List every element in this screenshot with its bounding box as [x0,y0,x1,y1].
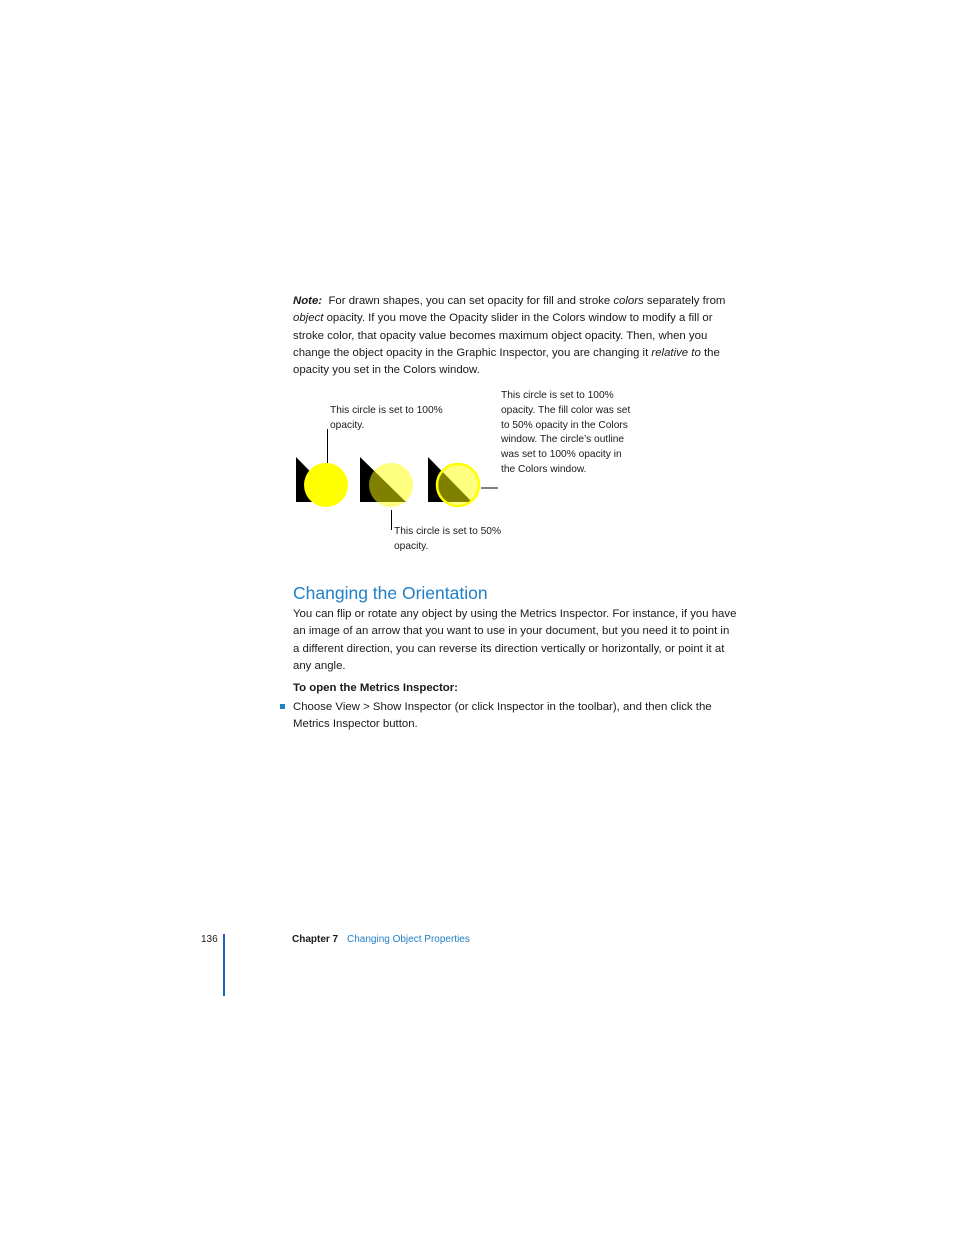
note-label: Note: [293,295,323,307]
bullet-item: Choose View > Show Inspector (or click Inspector in the toolbar), and then click the Metrics Inspector button. [293,701,712,731]
page-number: 136 [201,934,218,945]
callout-50-percent: This circle is set to 50% opacity. [394,526,502,552]
note-text-3: opacity. If you move the Opacity slider in the Colors window to modify a fill or stroke color, that opacity value becomes maximum object opacity. Then, when you change the object opacity in the Graphic Inspector, you are changing it [293,312,713,359]
note-colors-emphasis: colors [613,295,644,307]
shape-group-50 [360,457,413,507]
footer-rule [223,934,225,996]
shape-group-fill-50 [428,457,479,506]
opacity-figure [290,420,510,540]
task-heading: To open the Metrics Inspector: [293,682,458,694]
footer-chapter-title: Changing Object Properties [347,934,470,945]
callout-fill-50-outline-100: This circle is set to 100% opacity. The fill color was set to 50% opacity in the Colors window. The circle’s outline was set to 100% opacity in the Colors window. [501,390,631,475]
section-title: Changing the Orientation [293,583,488,603]
note-relative-emphasis: relative to [651,346,701,359]
note-object-emphasis: object [293,312,324,325]
yellow-circle-50 [369,463,413,507]
note-text-1: For drawn shapes, you can set opacity for fill and stroke [328,295,614,307]
bullet-square-icon [280,704,285,709]
callout-100-percent: This circle is set to 100% opacity. [330,405,443,431]
footer-chapter: Chapter 7 [292,934,339,945]
yellow-circle-outlined [437,464,479,506]
yellow-circle-100 [304,463,348,507]
note-paragraph [293,293,733,379]
shape-group-100 [296,457,348,507]
note-text-4: the opacity you set in the Colors window. [293,346,720,377]
section-body: You can flip or rotate any object by using the Metrics Inspector. For instance, if you have an image of an arrow that you want to use in your document, but you need it to point in a different direction, you can reverse its direction vertically or horizontally, or point it at any angle. [293,608,737,672]
note-text-2: separately from [643,295,726,307]
